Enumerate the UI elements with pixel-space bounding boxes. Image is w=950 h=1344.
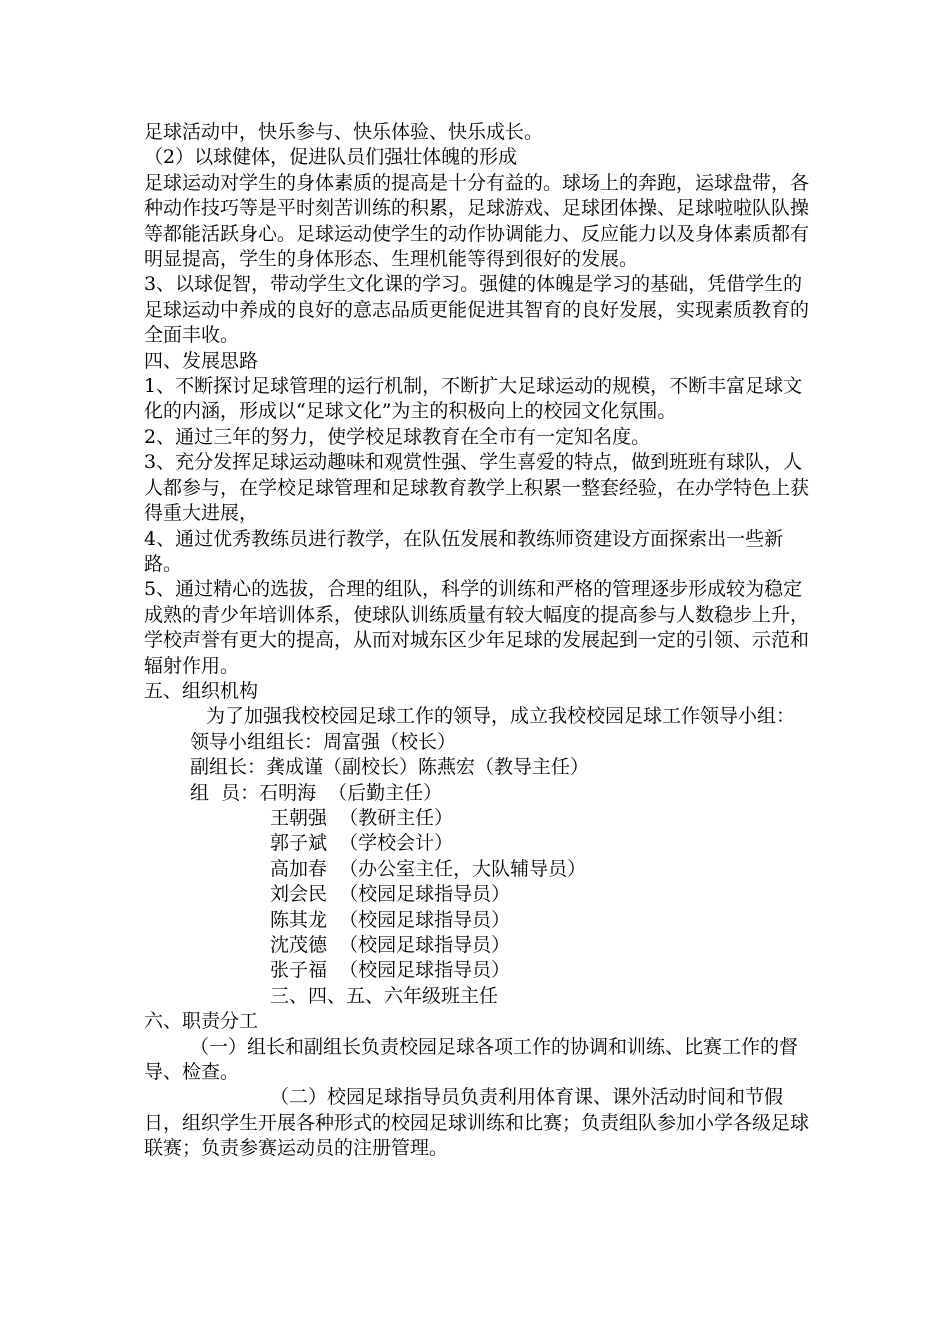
leader-line: 领导小组组长：周富强（校长）: [190, 730, 457, 753]
member-line: 刘会民 （校园足球指导员）: [270, 883, 511, 906]
section-heading: 六、职责分工: [144, 1010, 259, 1033]
section-heading: 四、发展思路: [144, 349, 259, 372]
section-heading: 五、组织机构: [144, 679, 259, 702]
paragraph: 2、通过三年的努力，使学校足球教育在全市有一定知名度。: [144, 425, 651, 448]
paragraph: 为了加强我校校园足球工作的领导，成立我校校园足球工作领导小组：: [206, 705, 796, 728]
paragraph: 3、充分发挥足球运动趣味和观赏性强、学生喜爱的特点，做到班班有球队，人人都参与，在学校足球管理和足球教育教学上积累一整套经验，在办学特色上获得重大进展，: [144, 451, 810, 525]
paragraph: （二）校园足球指导员负责利用体育课、课外活动时间和节假日，组织学生开展各种形式的校园足球训练和比赛；负责组队参加小学各级足球联赛；负责参赛运动员的注册管理。: [144, 1086, 810, 1160]
deputy-line: 副组长：龚成谨（副校长）陈燕宏（教导主任）: [190, 756, 590, 779]
member-line: 三、四、五、六年级班主任: [270, 984, 499, 1007]
paragraph: 4、通过优秀教练员进行教学，在队伍发展和教练师资建设方面探索出一些新路。: [144, 527, 784, 575]
paragraph: （一）组长和副组长负责校园足球各项工作的协调和训练、比赛工作的督导、检查。: [144, 1035, 799, 1084]
member-line: 组 员：石明海 （后勤主任）: [190, 781, 443, 804]
paragraph: 1、不断探讨足球管理的运行机制，不断扩大足球运动的规模，不断丰富足球文化的内涵，形成以“足球文化”为主的积极向上的校园文化氛围。: [144, 375, 803, 423]
member-line: 陈其龙 （校园足球指导员）: [270, 908, 511, 931]
member-line: 张子福 （校园足球指导员）: [270, 959, 511, 982]
member-line: 高加春 （办公室主任，大队辅导员）: [270, 857, 587, 880]
paragraph: 5、通过精心的选拔，合理的组队，科学的训练和严格的管理逐步形成较为稳定成熟的青少年培训体系，使球队训练质量有较大幅度的提高参与人数稳步上升，学校声誉有更大的提高，从而对城东区少年足球的发展起到一定的引领、示范和辐射作用。: [144, 578, 810, 677]
subheading: （2）以球健体，促进队员们强壮体魄的形成: [144, 146, 518, 169]
member-line: 王朝强 （教研主任）: [270, 806, 454, 829]
member-line: 郭子斌 （学校会计）: [270, 832, 454, 855]
document-page: [144, 120, 812, 1162]
paragraph: 足球活动中，快乐参与、快乐体验、快乐成长。: [144, 121, 544, 143]
paragraph: 3、以球促智，带动学生文化课的学习。强健的体魄是学习的基础，凭借学生的足球运动中养成的良好的意志品质更能促进其智育的良好发展，实现素质教育的全面丰收。: [144, 273, 810, 347]
member-line: 沈茂德 （校园足球指导员）: [270, 934, 511, 956]
paragraph: 足球运动对学生的身体素质的提高是十分有益的。球场上的奔跑，运球盘带，各种动作技巧等是平时刻苦训练的积累，足球游戏、足球团体操、足球啦啦队队操等都能活跃身心。足球运动使学生的动作协调能力、反应能力以及身体素质都有明显提高，学生的身体形态、生理机能等得到很好的发展。: [144, 171, 810, 271]
